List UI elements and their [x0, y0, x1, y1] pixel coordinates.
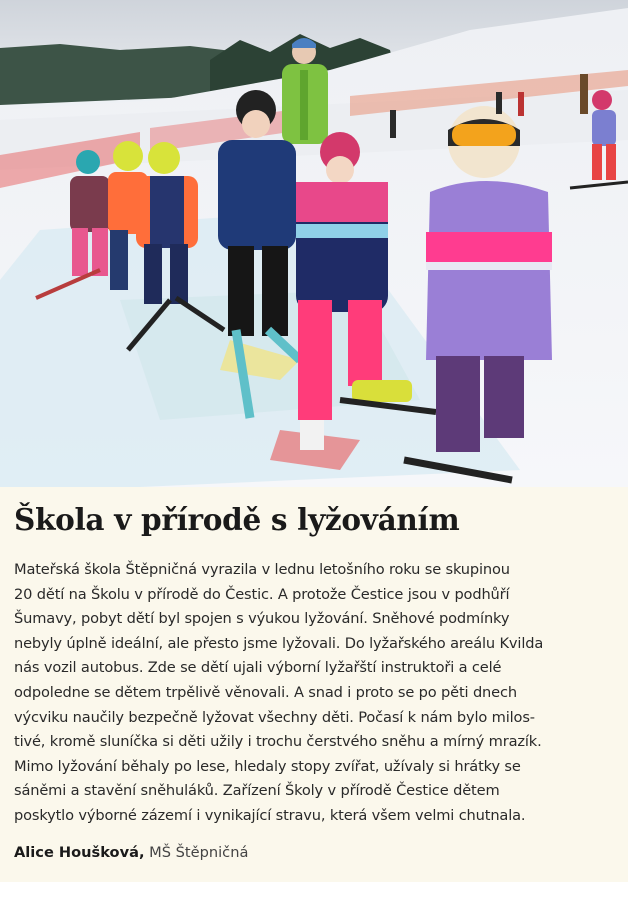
body-line: nás vozil autobus. Zde se dětí ujali výborní lyžařští instruktoři a celé	[14, 659, 502, 677]
body-line: sáněmi a stavění sněhuláků. Zařízení Školy v přírodě Čestice dětem	[14, 782, 500, 800]
body-line: Mateřská škola Štěpničná vyrazila v lednu letošního roku se skupinou	[14, 561, 510, 578]
author-name: Alice Houšková,	[14, 844, 145, 861]
body-line: Šumavy, pobyt dětí byl spojen s výukou lyžování. Sněhové podmínky	[14, 610, 510, 628]
body-line: poskytlo výborné zázemí i vynikající stravu, která všem velmi chutnala.	[14, 806, 526, 824]
body-line: tivé, kromě sluníčka si děti užily i trochu čerstvého sněhu a mírný mrazík.	[14, 733, 542, 751]
body-line: 20 dětí na Školu v přírodě do Čestic. A protože Čestice jsou v podhůří	[14, 585, 510, 603]
body-line: Mimo lyžování běhaly po lese, hledaly stopy zvířat, užívaly si hrátky se	[14, 757, 521, 775]
byline	[14, 841, 248, 865]
body-line: odpoledne se dětem trpělivě věnovali. A snad i proto se po pěti dnech	[14, 683, 517, 701]
body-line: výcviku naučily bezpečně lyžovat všechny děti. Počasí k nám bylo milos-	[14, 708, 535, 726]
author-school: MŠ Štěpničná	[149, 844, 249, 861]
headline: Škola v přírodě s lyžováním	[14, 502, 460, 537]
article-body	[14, 558, 618, 829]
body-line: nebyly úplně ideální, ale přesto jsme lyžovali. Do lyžařského areálu Kvilda	[14, 634, 544, 652]
